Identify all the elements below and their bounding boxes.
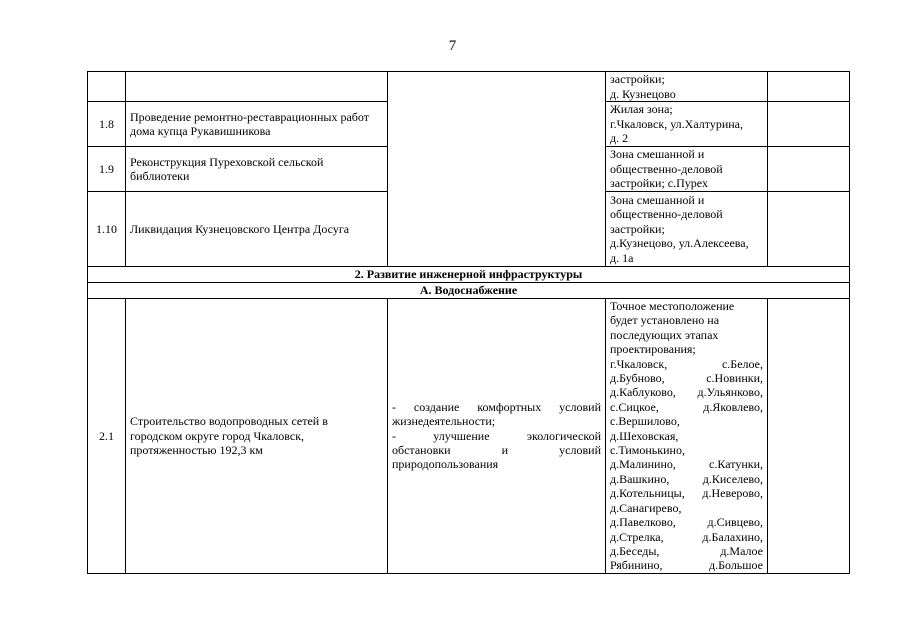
location-line — [610, 530, 763, 544]
location-line: последующих этапах — [610, 327, 719, 342]
location-line: д.Кузнецово, ул.Алексеева, — [610, 236, 749, 251]
row-number — [88, 72, 126, 102]
note-cell — [768, 102, 850, 147]
settlement-name: д.Сивцево, — [707, 515, 763, 530]
settlement-name: с.Сицкое, — [610, 399, 659, 414]
location-line: общественно-деловой — [610, 207, 723, 222]
goal-line: обстановки и условий — [392, 443, 601, 458]
section-row — [88, 267, 850, 283]
settlement-name: с.Вершилово, — [610, 414, 680, 429]
settlement-name: д.Бубново, — [610, 371, 665, 386]
settlement-name: д.Котельницы, — [610, 486, 685, 501]
location-line — [610, 429, 763, 443]
settlement-name: д.Киселево, — [702, 471, 763, 486]
measure-name: Проведение ремонтно-реставрационных работ дома купца Рукавишникова — [126, 102, 388, 147]
measure-name: Ликвидация Кузнецовского Центра Досуга — [126, 192, 388, 267]
settlement-name: д.Малое — [720, 543, 763, 558]
location-line: д. 1а — [610, 250, 634, 265]
settlement-name: д.Вашкино, — [610, 471, 670, 486]
section-heading-water: А. Водоснабжение — [88, 283, 850, 299]
settlement-name: д.Большое — [708, 558, 763, 573]
location-line — [610, 558, 763, 572]
note-cell — [768, 299, 850, 574]
settlement-name: д.Малинино, — [610, 457, 676, 472]
location-cell — [606, 192, 768, 267]
settlement-name: д.Ульянково, — [697, 385, 763, 400]
location-line — [610, 544, 763, 558]
location-line — [610, 515, 763, 529]
location-cell — [606, 102, 768, 147]
settlement-name: д.Санагирево, — [610, 500, 682, 515]
location-line: застройки; — [610, 72, 665, 87]
location-line: будет установлено на — [610, 313, 720, 328]
settlement-name: д.Неверово, — [702, 486, 763, 501]
table-row — [88, 299, 850, 574]
settlement-name: с.Катунки, — [709, 457, 763, 472]
location-list — [610, 357, 763, 573]
location-line — [610, 486, 763, 500]
page-number: 7 — [448, 38, 457, 54]
note-cell — [768, 192, 850, 267]
location-cell — [606, 147, 768, 192]
section-heading-engineering: 2. Развитие инженерной инфраструктуры — [88, 267, 850, 283]
location-line — [610, 472, 763, 486]
note-cell — [768, 72, 850, 102]
location-line — [610, 371, 763, 385]
settlement-name: д.Беседы, — [610, 543, 660, 558]
location-line: общественно-деловой — [610, 161, 723, 176]
goal-cell-merged — [388, 72, 606, 267]
row-number: 1.10 — [88, 192, 126, 267]
settlement-name: с.Тимонькино, — [610, 443, 685, 458]
settlement-name: д.Каблуково, — [610, 385, 676, 400]
location-line: застройки; с.Пурех — [610, 176, 708, 191]
row-number: 1.9 — [88, 147, 126, 192]
measure-name: Реконструкция Пуреховской сельской библиотеки — [126, 147, 388, 192]
location-line — [610, 385, 763, 399]
table-row — [88, 72, 850, 102]
goal-line: природопользования — [392, 457, 499, 472]
goal-line: - создание комфортных условий — [392, 399, 601, 414]
location-line — [610, 357, 763, 371]
location-line: застройки; — [610, 221, 665, 236]
measure-name: Строительство водопроводных сетей в городском округе город Чкаловск, протяженностью 192,3 км — [126, 299, 388, 574]
settlement-name: с.Белое, — [721, 356, 763, 371]
location-cell — [606, 299, 768, 574]
settlement-name: с.Новинки, — [706, 371, 763, 386]
location-line — [610, 443, 763, 457]
location-line: Зона смешанной и — [610, 192, 705, 207]
settlement-name: д.Яковлево, — [703, 399, 763, 414]
location-line: Точное местоположение — [610, 299, 735, 313]
settlement-name: Рябинино, — [610, 558, 663, 573]
location-line: Жилая зона; — [610, 102, 673, 117]
settlement-name: г.Чкаловск, — [610, 356, 668, 371]
settlement-name: д.Шеховская, — [610, 428, 679, 443]
location-line: Зона смешанной и — [610, 147, 705, 162]
row-number: 1.8 — [88, 102, 126, 147]
goal-line: жизнедеятельности; — [392, 414, 496, 429]
settlement-name: д.Балахино, — [702, 529, 763, 544]
note-cell — [768, 147, 850, 192]
location-cell — [606, 72, 768, 102]
settlement-name: д.Стрелка, — [610, 529, 664, 544]
goal-cell — [388, 299, 606, 574]
location-line: д. 2 — [610, 131, 629, 146]
measures-table — [87, 71, 850, 574]
measure-name — [126, 72, 388, 102]
location-line: д. Кузнецово — [610, 86, 676, 101]
section-row — [88, 283, 850, 299]
location-line — [610, 400, 763, 414]
location-line: г.Чкаловск, ул.Халтурина, — [610, 116, 743, 131]
location-line — [610, 457, 763, 471]
location-line: проектирования; — [610, 342, 696, 357]
location-line — [610, 414, 763, 428]
row-number: 2.1 — [88, 299, 126, 574]
location-line — [610, 501, 763, 515]
settlement-name: д.Павелково, — [610, 515, 676, 530]
goal-line: - улучшение экологической — [392, 428, 601, 443]
